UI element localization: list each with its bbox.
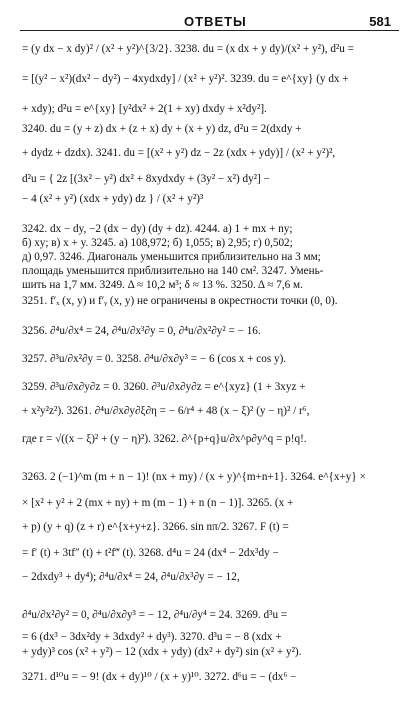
header-rule: [20, 30, 399, 31]
answer-line: + dydz + dzdx). 3241. du = [(x² + y²) dz − 2z (xdx + ydy)] / (x² + y²)²,: [22, 147, 336, 159]
answer-line: д) 0,97. 3246. Диагональ уменьшится приблизительно на 3 мм;: [22, 251, 321, 263]
answer-line: б) xy; в) x + y. 3245. а) 108,972; б) 1,055; в) 2,95; г) 0,502;: [22, 237, 293, 249]
answer-line: = (y dx − x dy)² / (x² + y²)^{3/2}. 3238. du = (x dx + y dy)/(x² + y²), d²u =: [22, 43, 354, 55]
answer-line: + xdy); d²u = e^{xy} [y²dx² + 2(1 + xy) dxdy + x²dy²].: [22, 103, 267, 115]
answer-line: = [(y² − x²)(dx² − dy²) − 4xydxdy] / (x² + y²)². 3239. du = e^{xy} (y dx +: [22, 73, 349, 85]
answer-line: площадь уменьшится приблизительно на 140 см². 3247. Умень-: [22, 265, 324, 277]
answer-line: + x²y²z²). 3261. ∂⁴u/∂x∂y∂ξ∂η = − 6/r⁴ + 48 (x − ξ)² (y − η)² / r⁶,: [22, 405, 310, 417]
answer-line: 3259. ∂³u/∂x∂y∂z = 0. 3260. ∂³u/∂x∂y∂z = e^{xyz} (1 + 3xyz +: [22, 381, 306, 393]
answer-line: 3256. ∂⁴u/∂x⁴ = 24, ∂⁴u/∂x³∂y = 0, ∂⁴u/∂x²∂y² = − 16.: [22, 325, 261, 337]
answer-line: 3257. ∂³u/∂x²∂y = 0. 3258. ∂⁴u/∂x∂y³ = − 6 (cos x + cos y).: [22, 353, 287, 365]
answer-line: = f′ (t) + 3tf″ (t) + t²f‴ (t). 3268. d⁴u = 24 (dx⁴ − 2dx³dy −: [22, 547, 279, 559]
page-number: 581: [369, 14, 391, 29]
answer-line: 3263. 2 (−1)^m (m + n − 1)! (nx + my) / (x + y)^{m+n+1}. 3264. e^{x+y} ×: [22, 471, 366, 483]
answer-line: ∂⁴u/∂x²∂y² = 0, ∂⁴u/∂x∂y³ = − 12, ∂⁴u/∂y⁴ = 24. 3269. d³u =: [22, 609, 288, 621]
answer-line: − 2dxdy³ + dy⁴); ∂⁴u/∂x⁴ = 24, ∂⁴u/∂x³∂y = − 12,: [22, 571, 240, 583]
answer-line: × [x² + y² + 2 (mx + ny) + m (m − 1) + n (n − 1)]. 3265. (x +: [22, 497, 294, 509]
answer-line: 3251. f′ₓ (x, y) и f′ᵧ (x, y) не ограничены в окрестности точки (0, 0).: [22, 295, 338, 307]
answer-line: 3271. d¹⁰u = − 9! (dx + dy)¹⁰ / (x + y)¹⁰. 3272. d⁶u = − (dx⁶ −: [22, 671, 297, 683]
answer-line: + p) (y + q) (z + r) e^{x+y+z}. 3266. sin nπ/2. 3267. F (t) =: [22, 521, 289, 533]
answer-line: 3242. dx − dy, −2 (dx − dy) (dy + dz). 4244. а) 1 + mx + ny;: [22, 223, 293, 235]
answer-line: где r = √((x − ξ)² + (y − η)²). 3262. ∂^{p+q}u/∂x^p∂y^q = p!q!.: [22, 433, 307, 445]
answer-line: − 4 (x² + y²) (xdx + ydy) dz } / (x² + y²)³: [22, 193, 204, 205]
answer-line: 3240. du = (y + z) dx + (z + x) dy + (x + y) dz, d²u = 2(dxdy +: [22, 123, 302, 135]
answer-line: шить на 1,7 мм. 3249. Δ ≈ 10,2 м³; δ ≈ 13 %. 3250. Δ ≈ 7,6 м.: [22, 279, 303, 291]
answer-line: = 6 (dx³ − 3dx²dy + 3dxdy² + dy³). 3270. d³u = − 8 (xdx +: [22, 631, 282, 643]
answer-line: d²u = { 2z [(3x² − y²) dx² + 8xydxdy + (3y² − x²) dy²] −: [22, 173, 270, 185]
answer-line: + ydy)³ cos (x² + y²) − 12 (xdx + ydy) (dx² + dy²) sin (x² + y²).: [22, 646, 302, 658]
running-head-title: ОТВЕТЫ: [184, 14, 247, 29]
